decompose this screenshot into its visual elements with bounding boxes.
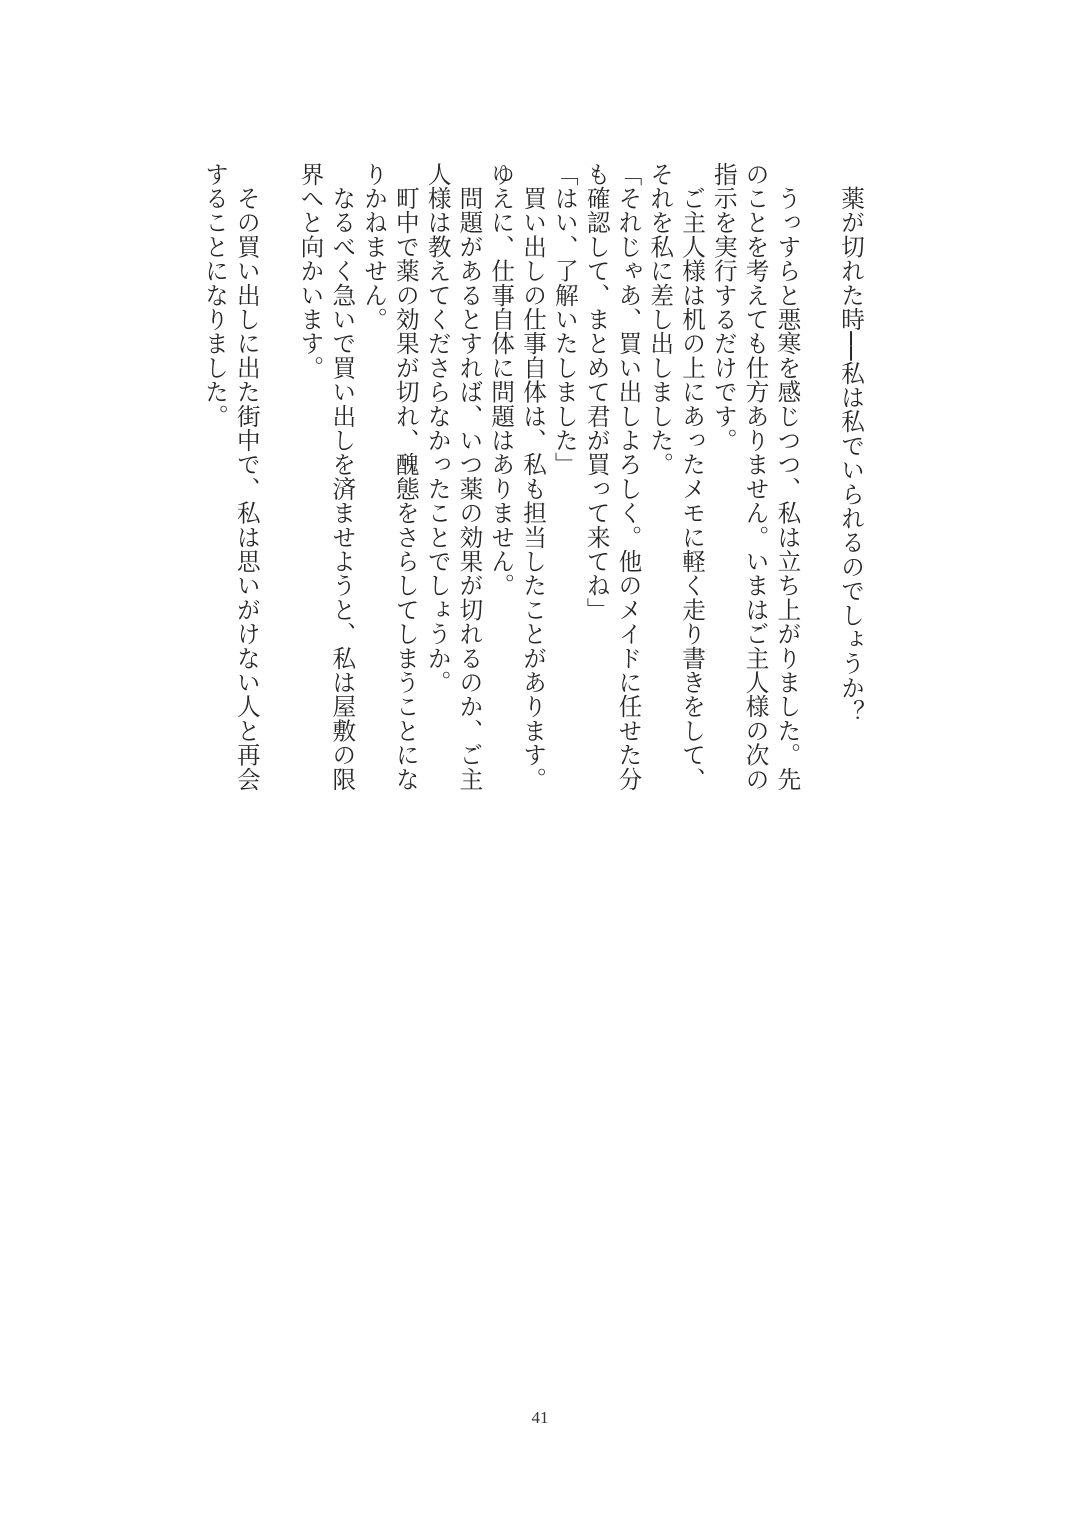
text-line: 「それじゃあ、買い出しよろしく。他のメイドに任せた分: [614, 162, 643, 792]
text-line: も確認して、まとめて君が買って来てね」: [582, 162, 611, 622]
text-line: その買い出しに出た街中で、私は思いがけない人と再会: [232, 162, 261, 792]
blank-line: [802, 162, 834, 762]
text-line: 薬が切れた時──私は私でいられるのでしょうか？: [837, 162, 865, 725]
text-line: 指示を実行するだけです。: [709, 162, 738, 453]
text-line: 界へと向かいます。: [296, 162, 325, 380]
text-line: のことを考えても仕方ありません。いまはご主人様の次の: [741, 162, 770, 792]
text-line: 「はい、了解いたしました」: [550, 162, 579, 477]
text-line: ゆえに、仕事自体に問題はありません。: [487, 162, 516, 598]
vertical-body-text: [198, 162, 866, 792]
blank-line: [262, 162, 294, 762]
text-line: することになりました。: [201, 162, 230, 429]
page-number: 41: [531, 1408, 549, 1427]
text-line: 人様は教えてくださらなかったことでしょうか。: [423, 162, 452, 695]
text-line: ご主人様は机の上にあったメモに軽く走り書きをして、: [678, 162, 707, 792]
text-line: 問題があるとすれば、いつ薬の効果が切れるのか、ご主: [455, 162, 484, 792]
text-line: なるべく急いで買い出しを済ませようと、私は屋敷の限: [328, 162, 357, 792]
text-line: 町中で薬の効果が切れ、醜態をさらしてしまうことにな: [391, 162, 420, 792]
text-line: 買い出しの仕事自体は、私も担当したことがあります。: [519, 162, 548, 792]
text-line: りかねません。: [360, 162, 389, 332]
text-line: うっすらと悪寒を感じつつ、私は立ち上がりました。先: [773, 162, 802, 792]
text-line: それを私に差し出しました。: [646, 162, 675, 477]
